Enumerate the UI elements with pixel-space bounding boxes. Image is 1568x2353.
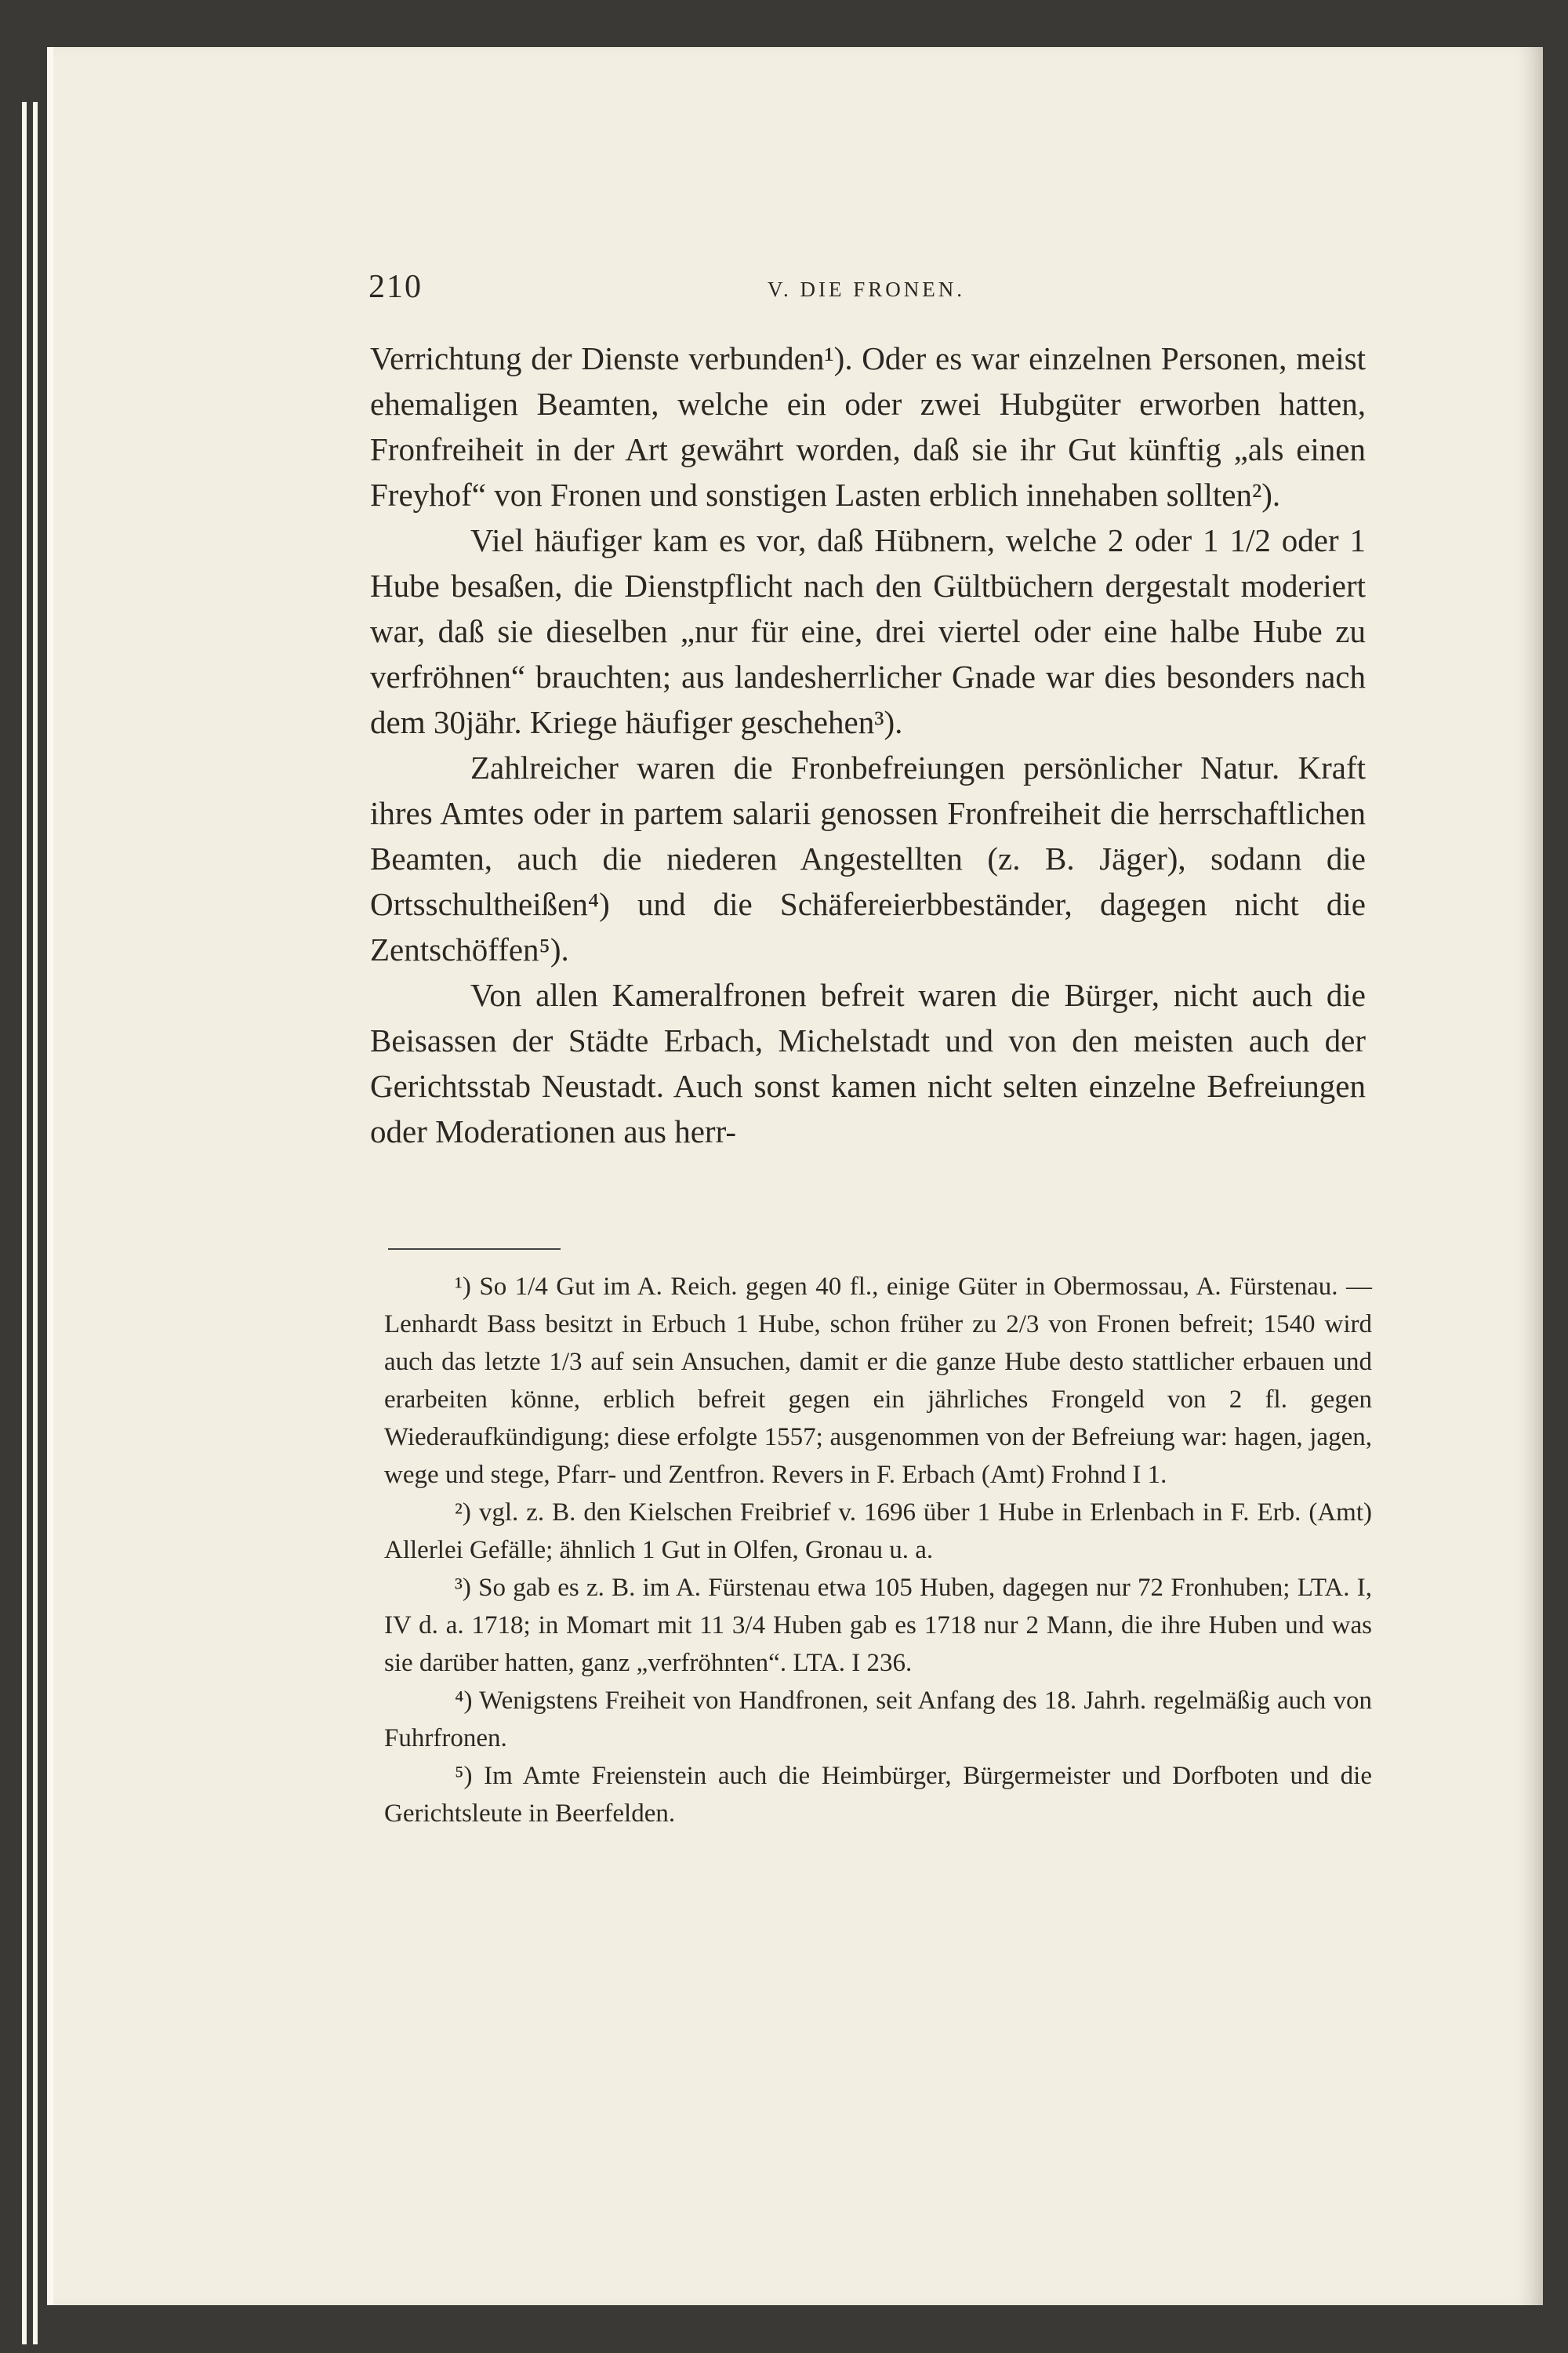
running-head: V. DIE FRONEN.: [767, 278, 965, 301]
footnote: ¹) So 1/4 Gut im A. Reich. gegen 40 fl., einige Güter in Obermossau, A. Fürstenau. — Lenhardt Bass besitzt in Erbuch 1 Hube, schon früher zu 2/3 von Fronen befreit; 1540 wird auch das letzte 1/3 auf sein Ansuchen, damit er die ganze Hube desto stattlicher erbauen und erarbeiten könne, erblich befreit gegen ein jährliches Frongeld von 2 fl. gegen Wiederaufkündigung; diese erfolgte 1557; ausgenommen von der Befreiung war: hagen, jagen, wege und stege, Pfarr- und Zentfron. Revers in F. Erbach (Amt) Frohnd I 1.: [384, 1273, 1372, 1489]
paragraph: Verrichtung der Dienste verbunden¹). Oder es war einzelnen Personen, meist ehemaligen Beamten, welche ein oder zwei Hubgüter erworben hatten, Fronfreiheit in der Art gewährt worden, daß sie ihr Gut künftig „als einen Freyhof“ von Fronen und sonstigen Lasten erblich innehaben sollten²).: [370, 340, 1366, 513]
page-header: [368, 268, 1364, 307]
footnote: ⁵) Im Amte Freienstein auch die Heimbürger, Bürgermeister und Dorfboten und die Gerichtsleute in Beerfelden.: [384, 1762, 1372, 1828]
paragraph: Zahlreicher waren die Fronbefreiungen persönlicher Natur. Kraft ihres Amtes oder in partem salarii genossen Fronfreiheit die herrschaftlichen Beamten, auch die niederen Angestellten (z. B. Jäger), sodann die Ortsschultheißen⁴) und die Schäfereierbbeständer, dagegen nicht die Zentschöffen⁵).: [370, 750, 1366, 968]
footnote-rule: [388, 1248, 561, 1250]
paragraph: Von allen Kameralfronen befreit waren die Bürger, nicht auch die Beisassen der Städte Erbach, Michelstadt und von den meisten auch der Gerichtsstab Neustadt. Auch sonst kamen nicht selten einzelne Befreiungen oder Moderationen aus herr-: [370, 977, 1366, 1149]
footnote: ³) So gab es z. B. im A. Fürstenau etwa 105 Huben, dagegen nur 72 Fronhuben; LTA. I, IV d. a. 1718; in Momart mit 11 3/4 Huben gab es 1718 nur 2 Mann, die ihre Huben und was sie darüber hatten, ganz „verfröhnten“. LTA. I 236.: [384, 1574, 1372, 1677]
page-edge: [33, 102, 38, 2344]
body-text: [370, 336, 1366, 1154]
footnotes: [384, 1268, 1372, 1832]
paragraph: Viel häufiger kam es vor, daß Hübnern, welche 2 oder 1 1/2 oder 1 Hube besaßen, die Dienstpflicht nach den Gültbüchern dergestalt moderiert war, daß sie dieselben „nur für eine, drei viertel oder eine halbe Hube zu verfröhnen“ brauchten; aus landesherrlicher Gnade war dies besonders nach dem 30jähr. Kriege häufiger geschehen³).: [370, 522, 1366, 740]
page-edge: [22, 102, 27, 2344]
footnote: ⁴) Wenigstens Freiheit von Handfronen, seit Anfang des 18. Jahrh. regelmäßig auch von Fuhrfronen.: [384, 1687, 1372, 1752]
page-number: 210: [368, 269, 423, 305]
footnote: ²) vgl. z. B. den Kielschen Freibrief v. 1696 über 1 Hube in Erlenbach in F. Erb. (Amt) Allerlei Gefälle; ähnlich 1 Gut in Olfen, Gronau u. a.: [384, 1498, 1372, 1564]
